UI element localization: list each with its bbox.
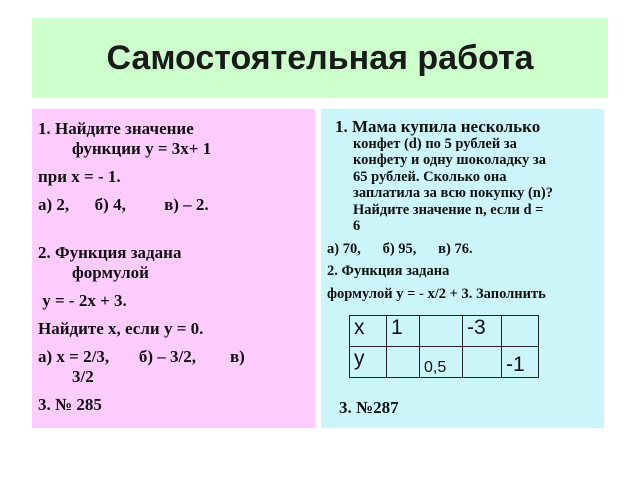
table-cell: 0,5 <box>420 347 463 378</box>
left-panel <box>32 109 315 428</box>
table-cell: 1 <box>387 316 420 347</box>
right-panel <box>321 109 604 428</box>
right-task1-line2: конфет (d) по 5 рублей за <box>353 135 517 152</box>
table-cell <box>463 347 502 378</box>
right-task3: 3. №287 <box>339 398 399 417</box>
right-task2-line1: 2. Функция задана <box>327 263 450 279</box>
left-task2-line2: формулой <box>72 263 149 282</box>
right-task1-line5: заплатила за всю покупку (n)? <box>353 185 553 201</box>
left-task1-line2: функции у = 3х+ 1 <box>72 139 212 158</box>
table-cell: -1 <box>502 347 539 378</box>
table-row <box>350 347 539 378</box>
right-task1-line3: конфету и одну шоколадку за <box>353 152 546 168</box>
right-task1-line1: 1. Мама купила несколько <box>335 117 541 136</box>
table-cell <box>502 316 539 347</box>
left-task3: 3. № 285 <box>38 395 102 414</box>
right-task1-line6: Найдите значение n, если d = <box>353 201 544 218</box>
table-row <box>350 316 539 347</box>
right-task2-line2: формулой у = - х/2 + 3. Заполнить <box>327 285 546 302</box>
left-task2-answers-line2: 3/2 <box>72 367 94 386</box>
table-cell <box>387 347 420 378</box>
left-task2-line4: Найдите х, если у = 0. <box>38 319 204 338</box>
value-table <box>349 315 539 378</box>
table-cell: х <box>350 316 387 347</box>
left-task1-line3: при х = - 1. <box>38 167 121 186</box>
left-task2-line3: у = - 2х + 3. <box>38 291 127 310</box>
right-task1-line7: 6 <box>353 218 361 234</box>
left-task1-line1: 1. Найдите значение <box>38 119 194 138</box>
left-task2-line1: 2. Функция задана <box>38 243 182 262</box>
table-cell: -3 <box>463 316 502 347</box>
page-title: Самостоятельная работа <box>106 38 534 77</box>
title-banner <box>32 18 608 98</box>
right-task1-line4: 65 рублей. Сколько она <box>353 168 507 185</box>
left-task1-answers: а) 2, б) 4, в) – 2. <box>38 195 209 214</box>
right-task1-answers: а) 70, б) 95, в) 76. <box>327 240 473 257</box>
table-cell: у <box>350 347 387 378</box>
left-task2-answers-line1: а) х = 2/3, б) – 3/2, в) <box>38 347 245 366</box>
table-cell <box>420 316 463 347</box>
